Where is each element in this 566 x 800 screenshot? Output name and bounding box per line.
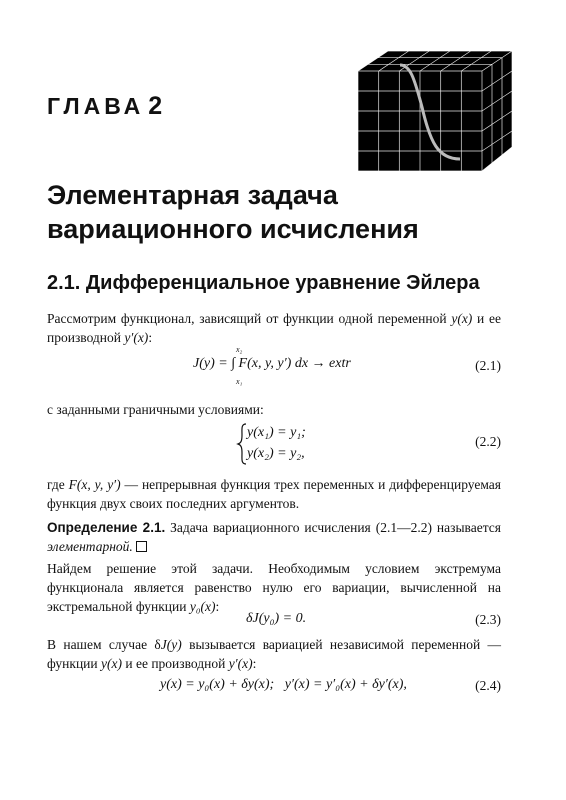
equation-line: y(x₁) = y₁; [247,425,306,440]
wireframe-cube-icon [352,47,516,173]
text: : [215,599,220,614]
equation-2-4: y(x) = y₀(x) + δy(x); y′(x) = y′₀(x) + δy′(x), [160,677,407,692]
text: — непрерывная функция трех переменных и дифференцируемая функция двух своих последних аргументов. [47,477,501,511]
text: Задача вариационного исчисления (2.1—2.2) называется [165,520,501,535]
equation-number: (2.2) [475,434,501,449]
qed-icon [136,541,147,552]
equation-number: (2.4) [475,678,501,693]
math-inline: y(x) [101,656,122,671]
paragraph-intro [47,309,501,347]
math-inline: y′(x) [228,656,253,671]
paragraph-extremum [47,559,501,616]
text: где [47,477,69,492]
emphasis: элементарной. [47,539,133,554]
chapter-title [47,178,419,246]
math-inline: J(y) [160,637,182,652]
text: Найдем решение этой задачи. Необходимым условием экстремума функционала является равенство нулю его вариации, вычисленной на экстремальной функции [47,561,501,614]
text: : [148,330,153,345]
equation-line: y(x₂) = y₂, [247,446,305,461]
integral-lower-limit: x₁ [236,377,243,386]
equation-2-2 [247,422,306,464]
equation-number: (2.1) [475,358,501,373]
text: и ее производной [121,656,229,671]
equation-number: (2.3) [475,612,501,627]
paragraph-variation [47,635,501,673]
chapter-number: 2 [148,92,163,120]
math-inline: y₀(x) [189,599,216,614]
text: и ее производной [47,311,501,345]
equation-2-3: δJ(y₀) = 0. [246,611,307,626]
chapter-title-line2: вариационного исчисления [47,214,419,244]
text: Рассмотрим функционал, зависящий от функции одной переменной [47,311,452,326]
equation-body: J(y) = ∫ F(x, y, y′) dx → extr [193,356,351,371]
text: вызывается вариацией независимой переменной — функции [47,637,502,671]
chapter-label [47,92,162,121]
chapter-title-line1: Элементарная задача [47,180,338,210]
chapter-label-text: ГЛАВА [47,93,145,119]
paragraph-boundary: с заданными граничными условиями: [47,402,264,417]
text: : [252,656,257,671]
text: В нашем случае δ [47,637,161,652]
definition-heading: Определение 2.1. [47,520,166,535]
equation-2-1 [193,356,351,372]
math-inline: y′(x) [124,330,149,345]
math-inline: F(x, y, y′) [68,477,121,492]
math-inline: y(x) [451,311,473,326]
section-title: 2.1. Дифференциальное уравнение Эйлера [47,272,480,294]
paragraph-f-def [47,475,501,513]
definition-block [47,518,501,556]
integral-upper-limit: x₂ [236,345,243,354]
